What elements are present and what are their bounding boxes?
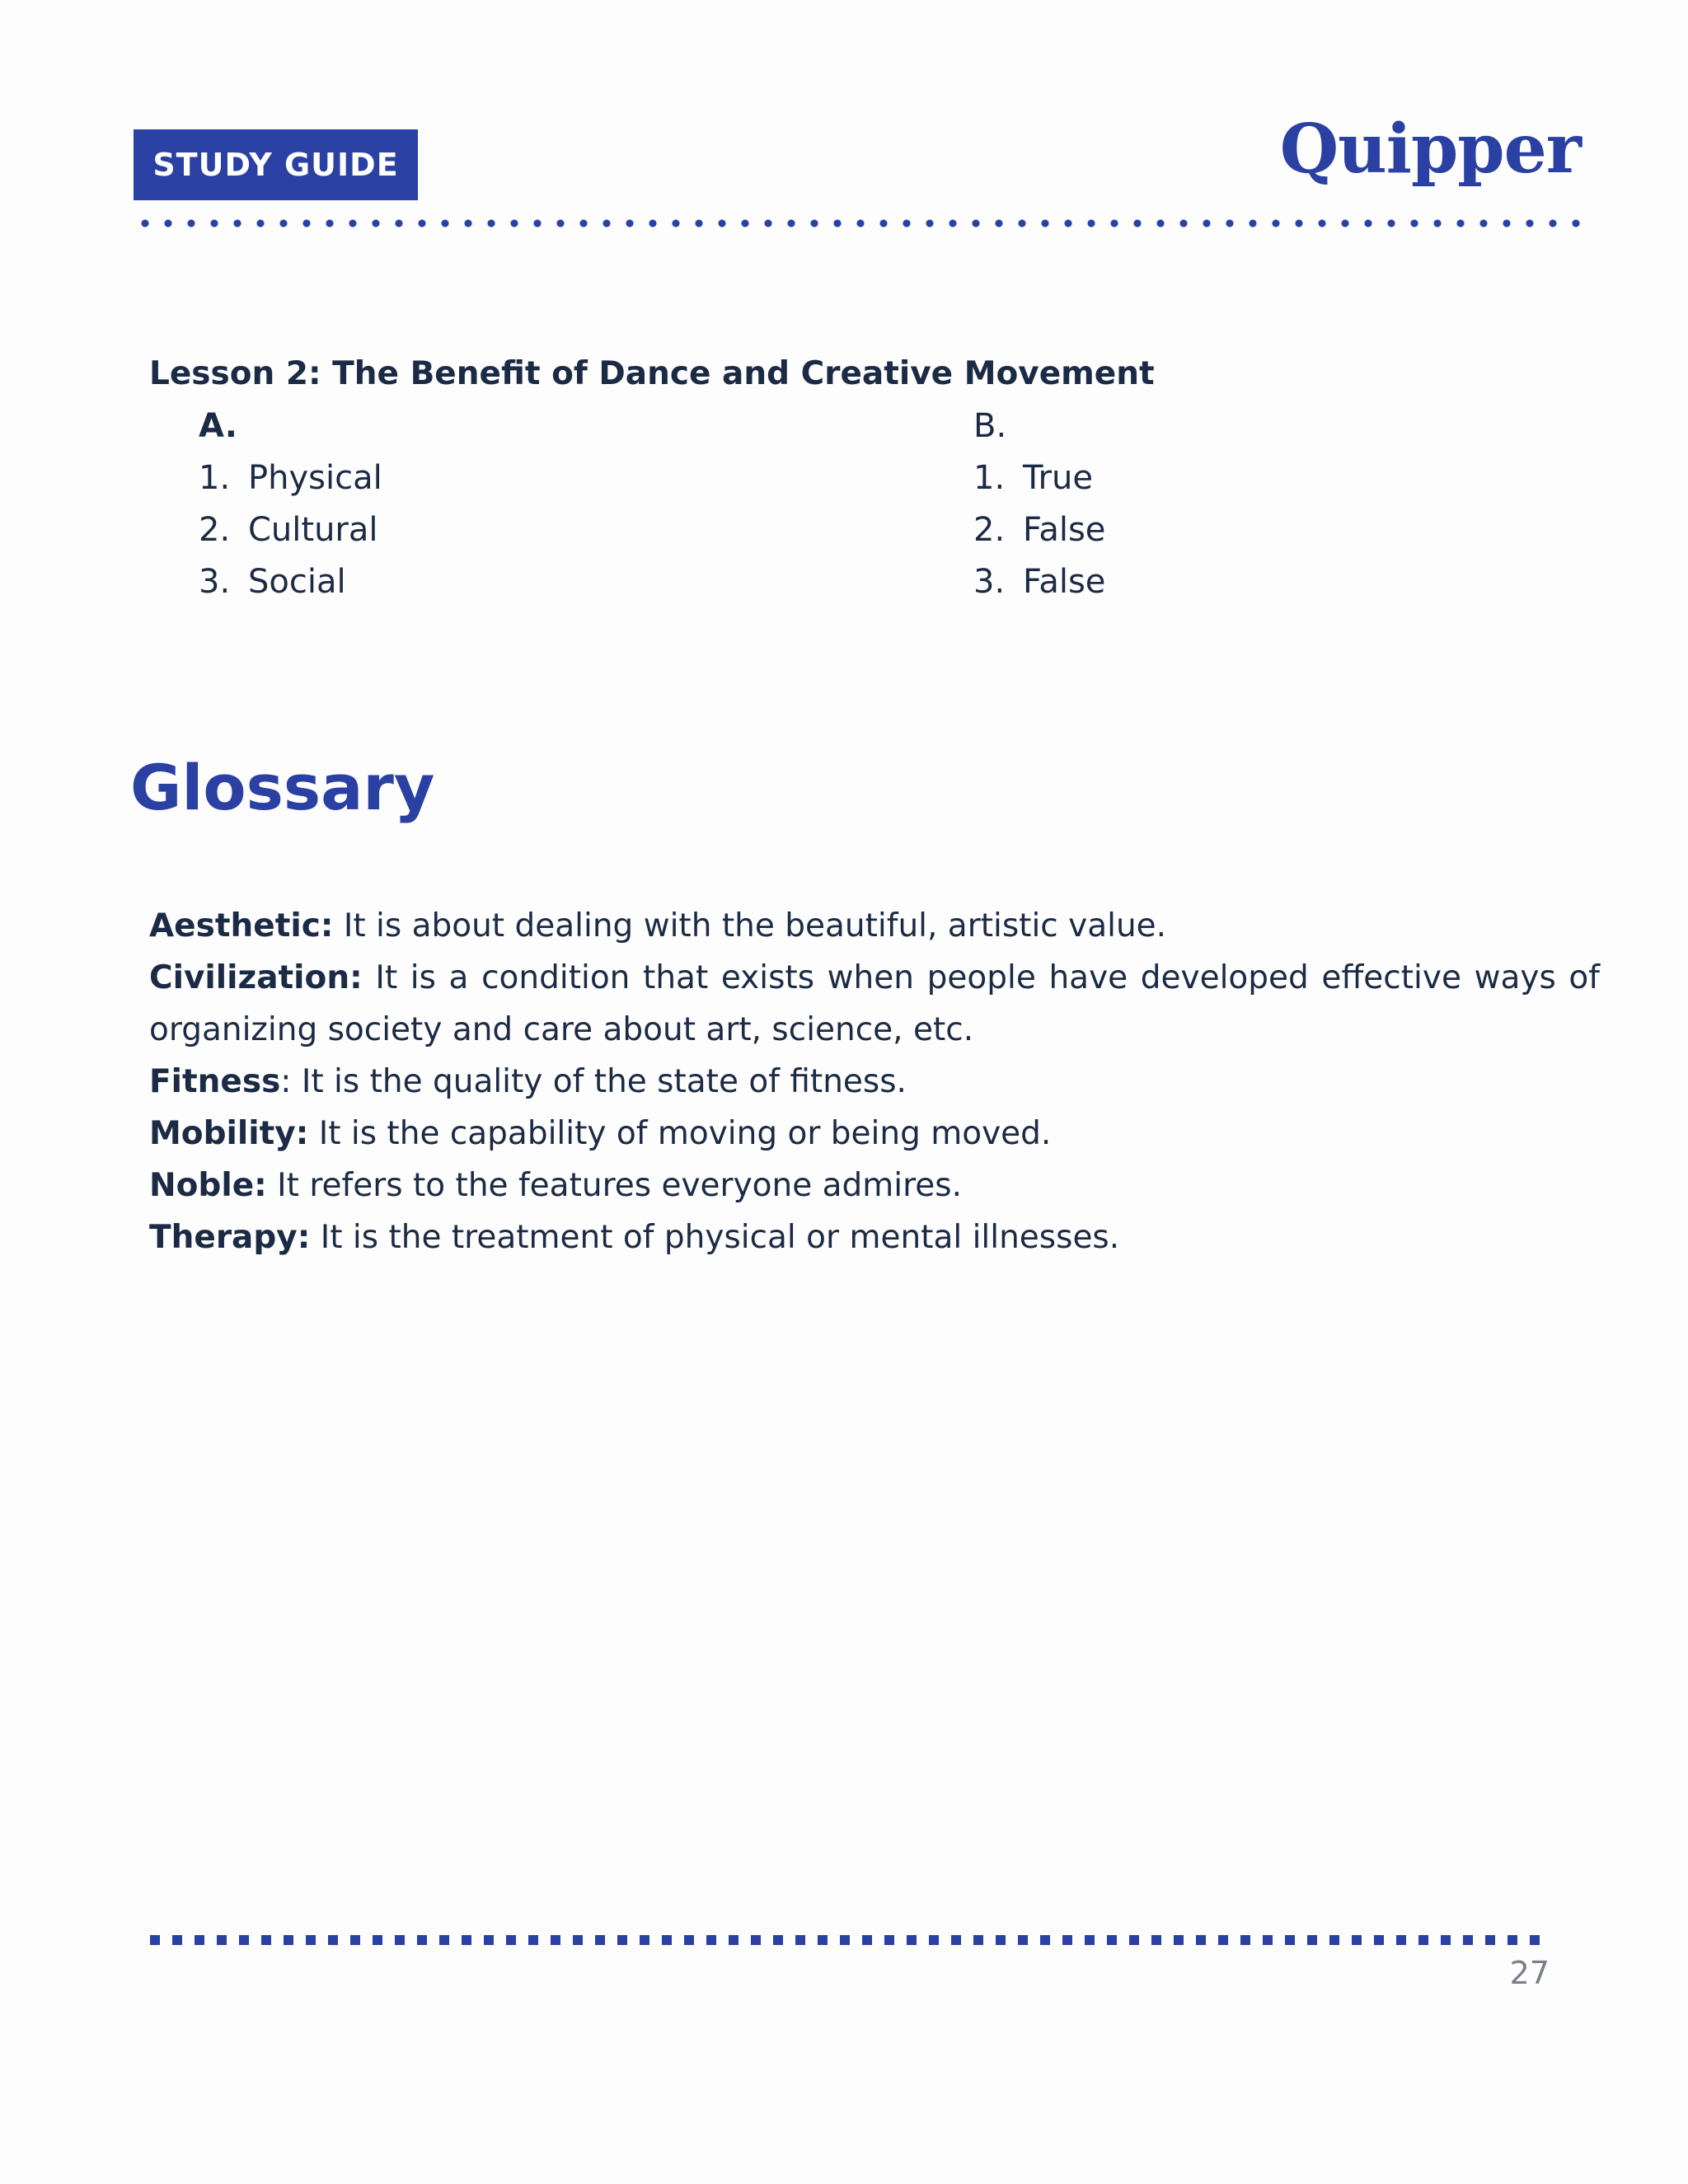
glossary-entry: [149, 1108, 1600, 1160]
answer-number: 3.: [973, 563, 1006, 601]
glossary-definition: It is about dealing with the beautiful, artistic value.: [333, 907, 1167, 944]
glossary-definition: It refers to the features everyone admires.: [266, 1167, 962, 1204]
glossary-entry: [149, 1212, 1600, 1263]
column-a-heading: A.: [199, 407, 237, 445]
glossary-list: [149, 900, 1600, 1263]
answer-text: Physical: [248, 459, 382, 497]
answer-text: Social: [248, 563, 346, 601]
answer-item: [199, 505, 382, 557]
answer-number: 2.: [199, 511, 231, 549]
answer-item: [199, 453, 382, 505]
glossary-definition: It is the capability of moving or being moved.: [308, 1115, 1052, 1152]
glossary-definition: It is the treatment of physical or mental illnesses.: [310, 1219, 1120, 1256]
page-number: 27: [1509, 1955, 1550, 1991]
answer-item: [973, 557, 1105, 609]
glossary-entry: [149, 1160, 1600, 1212]
glossary-definition: It is a condition that exists when people have developed effective ways of organizing society and care about art, science, etc.: [149, 959, 1600, 1048]
study-guide-badge: [134, 129, 418, 200]
glossary-entry: [149, 952, 1600, 1056]
glossary-term: Civilization:: [149, 959, 363, 996]
answer-text: False: [1023, 511, 1106, 549]
answer-column-b: [973, 401, 1105, 609]
glossary-term: Noble:: [149, 1167, 267, 1204]
glossary-entry: [149, 1056, 1600, 1108]
answer-number: 1.: [973, 459, 1006, 497]
quipper-logo: Quipper: [1279, 110, 1581, 189]
glossary-term: Fitness: [149, 1063, 281, 1100]
glossary-term: Aesthetic:: [149, 907, 334, 944]
glossary-term: Therapy:: [149, 1219, 311, 1256]
answer-number: 2.: [973, 511, 1006, 549]
column-b-heading: B.: [973, 407, 1007, 445]
glossary-term: Mobility:: [149, 1115, 309, 1152]
lesson-title: Lesson 2: The Benefit of Dance and Creative Movement: [149, 355, 1155, 392]
footer-dotted-divider: [150, 1935, 1540, 1945]
answer-number: 3.: [199, 563, 231, 601]
answer-item: [973, 453, 1105, 505]
answer-text: False: [1023, 563, 1106, 601]
badge-label: STUDY GUIDE: [152, 147, 399, 183]
answer-column-a: [199, 401, 382, 609]
header-dotted-divider: [134, 219, 1581, 227]
answer-number: 1.: [199, 459, 231, 497]
answer-item: [973, 505, 1105, 557]
glossary-definition: : It is the quality of the state of fitness.: [280, 1063, 907, 1100]
answer-item: [199, 557, 382, 609]
answer-text: Cultural: [248, 511, 378, 549]
glossary-title: Glossary: [130, 751, 435, 824]
answer-text: True: [1023, 459, 1093, 497]
glossary-entry: [149, 900, 1600, 952]
